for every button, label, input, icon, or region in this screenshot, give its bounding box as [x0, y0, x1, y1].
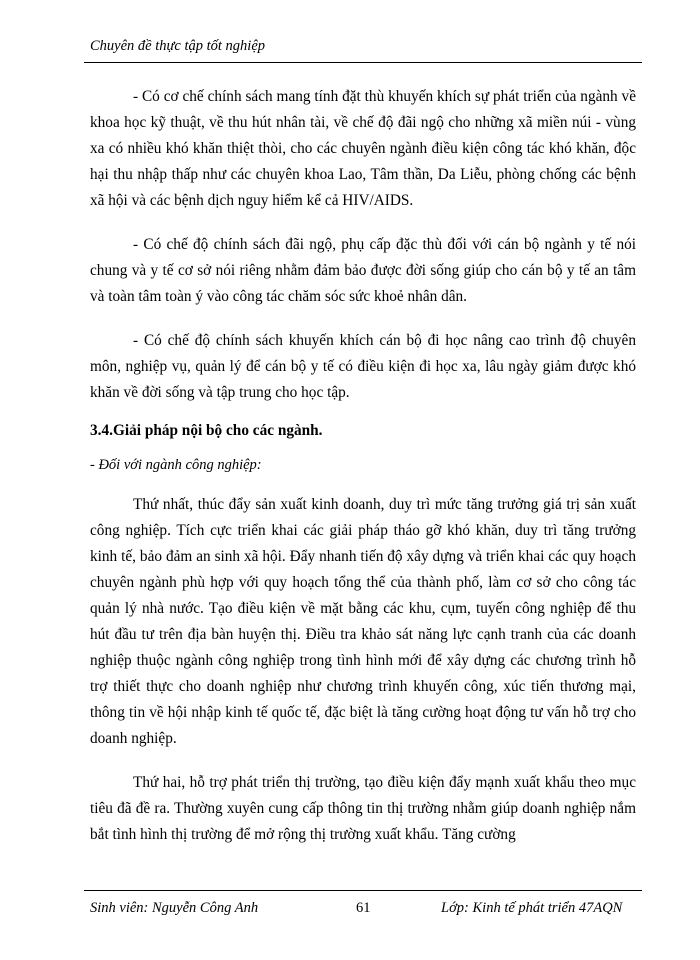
page-header-title: Chuyên đề thực tập tốt nghiệp — [90, 38, 266, 54]
paragraph: - Có cơ chế chính sách mang tính đặt thù khuyến khích sự phát triển của ngành về khoa học kỹ thuật, về thu hút nhân tài, về chế độ đãi ngộ cho những xã miền núi - vùng xa có nhiều khó khăn thiệt thòi, cho các chuyên ngành điều kiện công tác khó khăn, độc hại thu nhập thấp như các chuyên khoa Lao, Tâm thần, Da Liễu, phòng chống các bệnh xã hội và các bệnh dịch nguy hiểm kể cả HIV/AIDS. — [90, 88, 636, 209]
page-number: 61 — [356, 900, 371, 916]
subheading: - Đối với ngành công nghiệp: — [90, 457, 262, 473]
section-heading: 3.4.Giải pháp nội bộ cho các ngành. — [90, 422, 323, 439]
paragraph: Thứ nhất, thúc đẩy sản xuất kinh doanh, duy trì mức tăng trưởng giá trị sản xuất công nghiệp. Tích cực triển khai các giải pháp tháo gỡ khó khăn, duy trì tăng trưởng kinh tế, bảo đảm an sinh xã hội. Đẩy nhanh tiến độ xây dựng và triển khai các quy hoạch chuyên ngành phù hợp với quy hoạch tổng thể của thành phố, làm cơ sở cho công tác quản lý nhà nước. Tạo điều kiện về mặt bằng các khu, cụm, tuyến công nghiệp để thu hút đầu tư trên địa bàn huyện thị. Điều tra khảo sát năng lực cạnh tranh của các doanh nghiệp thuộc ngành công nghiệp trong tình hình mới để xây dựng các chương trình hỗ trợ thiết thực cho doanh nghiệp như chương trình khuyến công, xúc tiến thương mại, thông tin về hội nhập kinh tế quốc tế, đặc biệt là tăng cường hoạt động tư vấn hỗ trợ cho doanh nghiệp. — [90, 496, 636, 747]
footer-class: Lớp: Kinh tế phát triển 47AQN — [441, 900, 623, 916]
paragraph: Thứ hai, hỗ trợ phát triển thị trường, tạo điều kiện đẩy mạnh xuất khẩu theo mục tiêu đã đề ra. Thường xuyên cung cấp thông tin thị trường nhằm giúp doanh nghiệp nắm bắt tình hình thị trường để mở rộng thị trường xuất khẩu. Tăng cường — [90, 774, 636, 843]
paragraph: - Có chế độ chính sách khuyến khích cán bộ đi học nâng cao trình độ chuyên môn, nghiệp vụ, quản lý để cán bộ y tế có điều kiện đi học xa, lâu ngày giảm được khó khăn về đời sống và tập trung cho học tập. — [90, 332, 636, 401]
footer-divider — [84, 890, 642, 891]
footer-student: Sinh viên: Nguyễn Công Anh — [90, 900, 259, 916]
header-divider — [84, 62, 642, 63]
paragraph: - Có chế độ chính sách đãi ngộ, phụ cấp đặc thù đối với cán bộ ngành y tế nói chung và y tế cơ sở nói riêng nhằm đảm bảo được đời sống giúp cho cán bộ y tế an tâm và toàn tâm toàn ý vào công tác chăm sóc sức khoẻ nhân dân. — [90, 236, 636, 305]
page-body — [90, 84, 636, 866]
